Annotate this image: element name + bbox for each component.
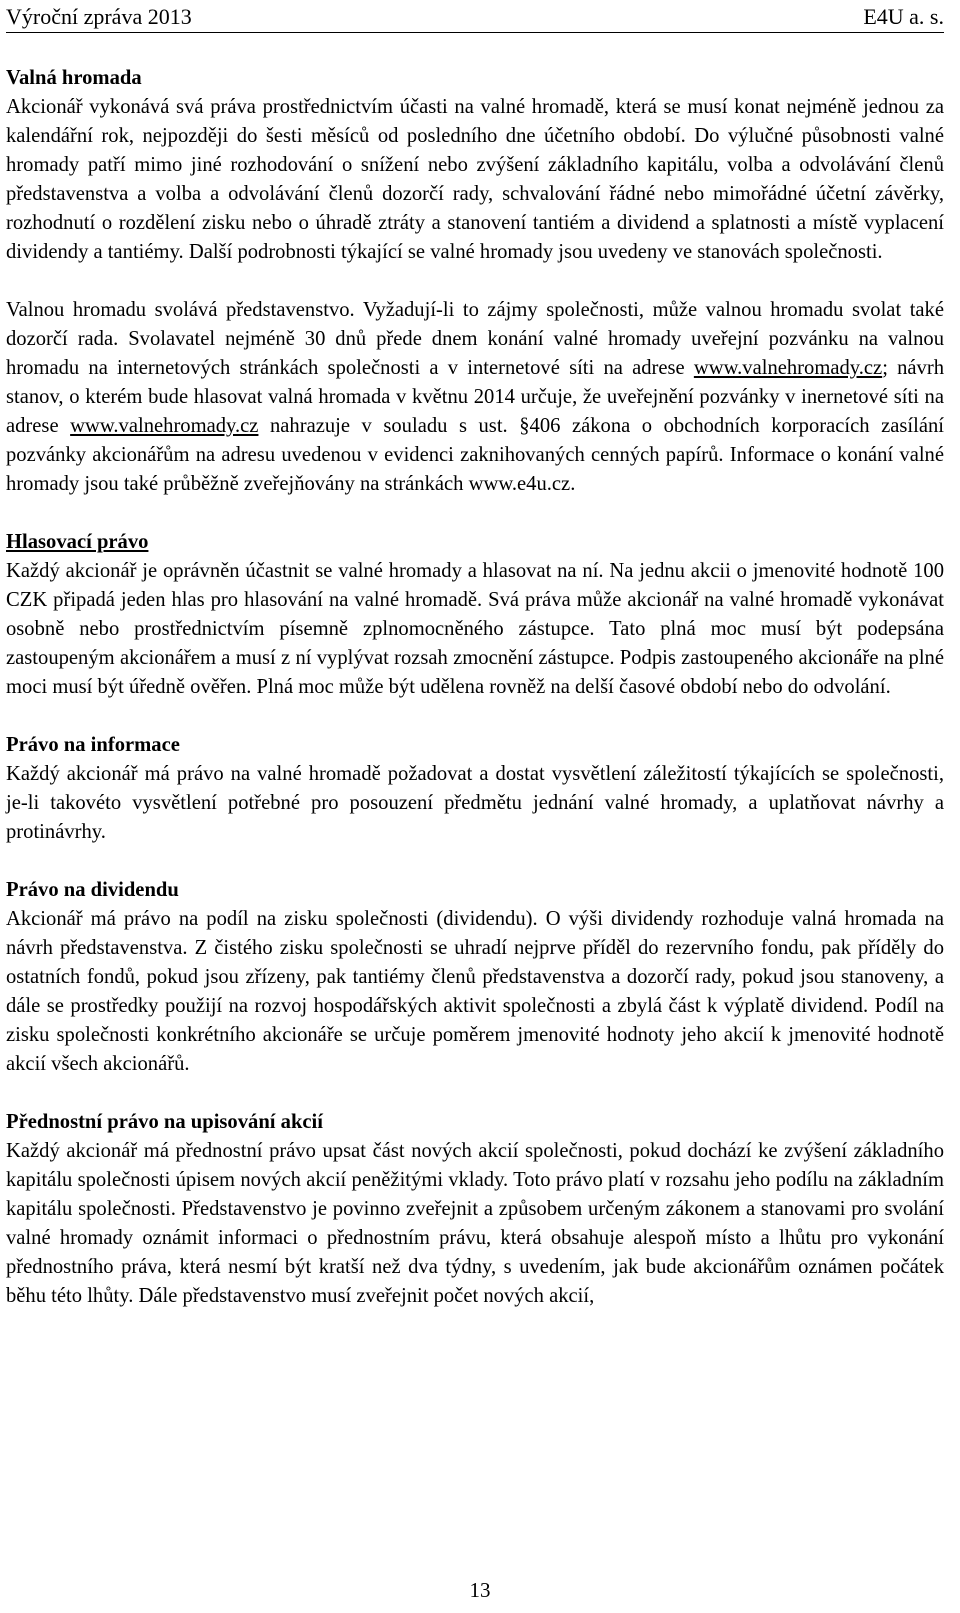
paragraph-text: Každý akcionář je oprávněn účastnit se valné hromady a hlasovat na ní. Na jednu akcii o jmenovité hodnotě 100 CZK připadá jeden hlas pro hlasování na valné hromadě. Svá práva může akcionář na valné hromadě vykonávat osobně nebo prostřednictvím písemně zplnomocněného zástupce. Tato plná moc musí být podepsána zastoupeným akcionářem a musí z ní vyplývat rozsah zmocnění zástupce. Podpis zastoupeného akcionáře na plné moci musí být úředně ověřen. Plná moc může být udělena rovněž na delší časové období nebo do odvolání.: [6, 560, 944, 698]
valnehromady-link[interactable]: www.valnehromady.cz: [70, 415, 259, 437]
company-name: E4U a. s.: [863, 4, 944, 29]
document-body: [6, 64, 944, 1340]
section-valna-hromada: [6, 64, 944, 499]
paragraph-text: Valnou hromadu svolává představenstvo. Vyžadují-li to zájmy společnosti, může valnou hromadu svolat také dozorčí rada. Svolavatel nejméně 30 dnů přede dnem konání valné hromady uveřejní pozvánku na valnou hromadu na internetových stránkách společnosti a v internetové síti na adrese: [6, 299, 944, 379]
paragraph: [6, 93, 944, 267]
section-hlasovaci-pravo: [6, 528, 944, 702]
report-title: Výroční zpráva 2013: [6, 4, 192, 29]
paragraph-text: Akcionář má právo na podíl na zisku společnosti (dividendu). O výši dividendy rozhoduje valná hromada na návrh představenstva. Z čistého zisku společnosti se uhradí nejprve příděl do rezervního fondu, pak příděly do ostatních fondů, pokud jsou zřízeny, pak tantiémy členů představenstva a dozorčí rady, pokud jsou stanoveny, a dále se prostředky použijí na rozvoj hospodářských aktivit společnosti a zbylá část k výplatě dividend. Podíl na zisku společnosti konkrétního akcionáře se určuje poměrem jmenovité hodnoty jeho akcií k jmenovité hodnotě akcií všech akcionářů.: [6, 908, 944, 1075]
section-heading: Hlasovací právo: [6, 531, 149, 553]
paragraph: [6, 905, 944, 1079]
section-pravo-na-dividendu: [6, 876, 944, 1079]
paragraph: [6, 1137, 944, 1311]
paragraph-text: nahrazuje v souladu s ust. §406 zákona o obchodních korporacích zasílání pozvánky akcionářům na adresu uvedenou v evidenci zaknihovaných cenných papírů. Informace o konání valné hromady jsou také průběžně zveřejňovány na stránkách www.e4u.cz.: [6, 415, 944, 495]
paragraph: [6, 760, 944, 847]
valnehromady-link[interactable]: www.valnehromady.cz: [693, 357, 883, 379]
section-prednostni-pravo: [6, 1108, 944, 1311]
paragraph-text: Akcionář vykonává svá práva prostřednictvím účasti na valné hromadě, která se musí konat nejméně jednou za kalendářní rok, nejpozději do šesti měsíců od posledního dne účetního období. Do výlučné působnosti valné hromady patří mimo jiné rozhodování o snížení nebo zvýšení základního kapitálu, volba a odvolávání členů představenstva a volba a odvolávání členů dozorčí rady, schvalování řádné nebo mimořádné účetní závěrky, rozhodnutí o rozdělení zisku nebo o úhradě ztráty a stanovení tantiém a dividend a splatnosti a místě vyplacení dividendy a tantiémy. Další podrobnosti týkající se valné hromady jsou uvedeny ve stanovách společnosti.: [6, 96, 944, 263]
page-header: [6, 2, 944, 33]
paragraph: [6, 557, 944, 702]
page-number: 13: [469, 1578, 491, 1602]
paragraph-text: Každý akcionář má přednostní právo upsat část nových akcií společnosti, pokud dochází ke zvýšení základního kapitálu společnosti úpisem nových akcií peněžitými vklady. Toto právo platí v rozsahu jeho podílu na základním kapitálu společnosti. Představenstvo je povinno zveřejnit a způsobem určeným zákonem a stanovami pro svolání valné hromady oznámit informaci o přednostním právu, která obsahuje alespoň místo a lhůtu pro vykonání přednostního práva, která nesmí být kratší než dva týdny, s uvedením, jak bude akcionářům oznámen počátek běhu této lhůty. Dále představenstvo musí zveřejnit počet nových akcií,: [6, 1140, 944, 1307]
section-heading: Valná hromada: [6, 67, 142, 89]
paragraph-text: ; návrh stanov, o kterém bude hlasovat valná hromada v květnu 2014 určuje, že uveřejnění pozvánky v inernetové síti na adrese: [6, 357, 944, 437]
section-heading: Právo na informace: [6, 734, 180, 756]
paragraph: [6, 296, 944, 499]
section-heading: Přednostní právo na upisování akcií: [6, 1111, 323, 1133]
paragraph-text: Každý akcionář má právo na valné hromadě požadovat a dostat vysvětlení záležitostí týkajících se společnosti, je-li takovéto vysvětlení potřebné pro posouzení předmětu jednání valné hromady, a uplatňovat návrhy a protinávrhy.: [6, 763, 944, 843]
section-pravo-na-informace: [6, 731, 944, 847]
section-heading: Právo na dividendu: [6, 879, 179, 901]
